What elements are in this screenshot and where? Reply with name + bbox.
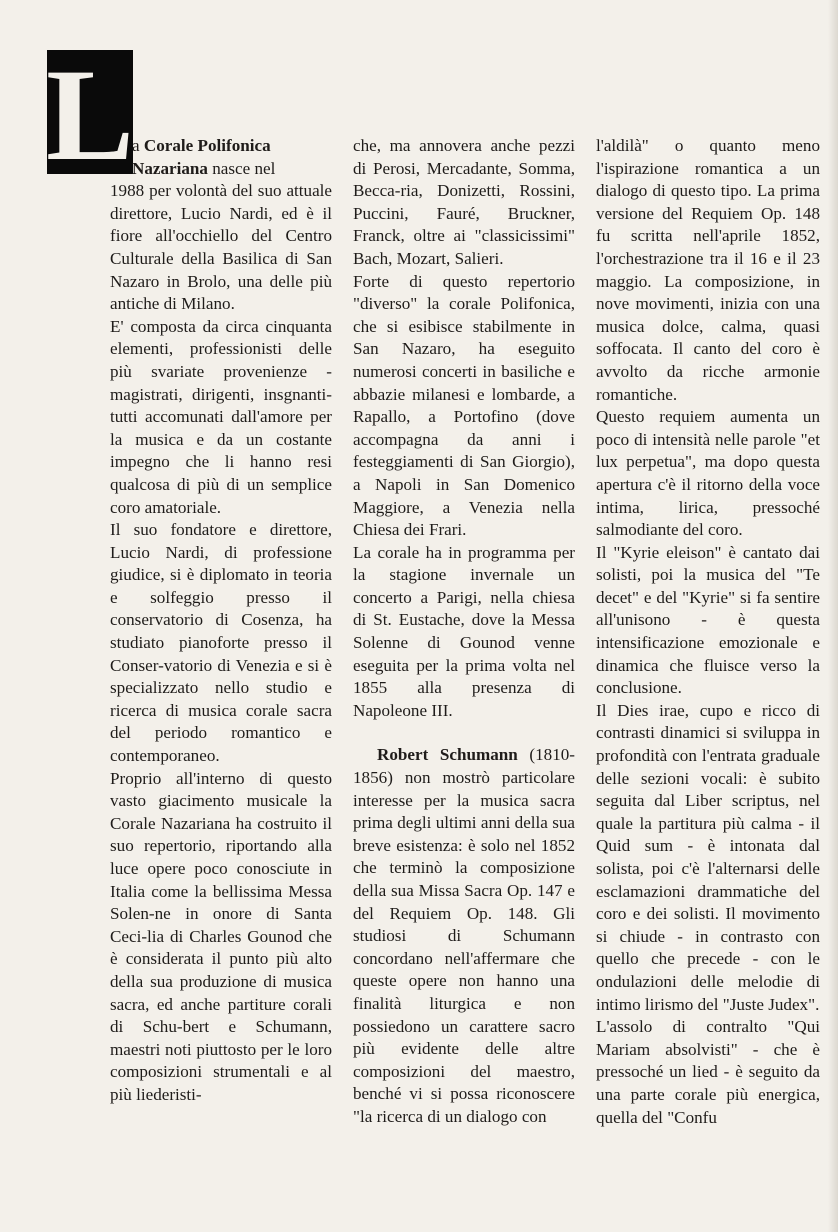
intro-line-2 <box>110 158 332 181</box>
paragraph-spacer <box>353 722 575 744</box>
column-2 <box>353 135 575 1129</box>
col1-paragraph-3: Il suo fondatore e direttore, Lucio Nardi, di professione giudice, si è diplomato in teoria e solfeggio presso il conservatorio di Cosenza, ha studiato pianoforte presso il Conser-vatorio di Venezia e si è specializzato nello studio e ricerca di musica corale sacra del periodo romantico e contemporaneo. <box>110 520 332 766</box>
drop-cap-letter: L <box>45 41 135 188</box>
col3-paragraph-4: Il Dies irae, cupo e ricco di contrasti dinamici si sviluppa in profondità con l'entrata graduale delle sezioni vocali: è subito seguita dal Liber scriptus, nel quale la partitura più calma - il Quid sum - è intonata dal solista, poi c'è l'alternarsi delle esclamazioni drammatiche del coro e dei solisti. Il movimento si chiude - in contrasto con quello che precede - con le ondulazioni delle melodie di intimo lirismo del "Juste Judex". <box>596 700 820 1014</box>
col2-paragraph-4-text: (1810-1856) non mostrò particolare interesse per la musica sacra prima degli ultimi anni della sua breve esistenza: è solo nel 1852 che terminò la composizione della sua Missa Sacra Op. 147 e del Requiem Op. 148. Gli studiosi di Schumann concordano nell'affermare che queste opere non hanno una finalità liturgica e non possiedono un carattere sacro più evidente delle altre composizioni del maestro, benché vi si possa riconoscere "la ricerca di un dialogo con <box>353 745 575 1126</box>
col1-paragraph-2: E' composta da circa cinquanta elementi, professionisti delle più svariate provenienze - magistrati, dirigenti, insgnanti- tutti accomunati dall'amore per la musica e da un costante impegno che li hanno resi qualcosa di più di un semplice coro amatoriale. <box>110 316 332 517</box>
col3-paragraph-3: Il "Kyrie eleison" è cantato dai solisti, poi la musica del "Te decet" e del "Kyrie" si fa sentire all'unisono - è questa intensificazione emozionale e dinamica che fluisce verso la conclusione. <box>596 542 820 698</box>
page-edge <box>828 0 838 1232</box>
schumann-heading: Robert Schumann <box>377 745 518 765</box>
col3-paragraph-1: l'aldilà" o quanto meno l'ispirazione romantica a un dialogo di questo tipo. La prima versione del Requiem Op. 148 fu scritta nell'aprile 1852, l'orchestrazione tra il 16 e il 23 maggio. La composizione, in nove movimenti, inizia con una musica dolce, calma, quasi soffocata. Il canto del coro è avvolto da ricche armonie romantiche. <box>596 136 820 404</box>
intro-bold-1: Corale Polifonica <box>143 136 271 155</box>
column-3 <box>596 135 820 1129</box>
col3-paragraph-2: Questo requiem aumenta un poco di intensità nelle parole "et lux perpetua", ma dopo questa apertura c'è il ritorno della voce intima, lirica, pressoché salmodiante del coro. <box>596 407 820 540</box>
intro-line-1 <box>110 135 332 158</box>
intro-bold-2: Nazariana <box>132 158 208 178</box>
col2-paragraph-4 <box>353 744 575 1128</box>
col2-paragraph-2: Forte di questo repertorio "diverso" la corale Polifonica, che si esibisce stabilmente in San Nazaro, ha eseguito numerosi concerti in basiliche e abbazie milanesi e lombarde, a Rapallo, a Portofino (dove accompagna da anni i festeggiamenti di San Giorgio), a Napoli in San Domenico Maggiore, a Venezia nella Chiesa dei Frari. <box>353 271 575 540</box>
col2-paragraph-1: che, ma annovera anche pezzi di Perosi, Mercadante, Somma, Becca-ria, Donizetti, Rossini, Puccini, Fauré, Bruckner, Franck, oltre ai "classicissimi" Bach, Mozart, Salieri. <box>353 136 575 268</box>
intro-text: a <box>132 136 144 155</box>
column-1 <box>110 135 332 1107</box>
col1-paragraph-1: 1988 per volontà del suo attuale direttore, Lucio Nardi, ed è il fiore all'occhiello del Centro Culturale della Basilica di San Nazaro in Brolo, una delle più antiche di Milano. <box>110 181 332 314</box>
col3-paragraph-5: L'assolo di contralto "Qui Mariam absolvisti" - che è pressoché un lied - è seguito da una parte corale più energica, quella del "Confu <box>596 1017 820 1127</box>
intro-after: nasce nel <box>207 158 276 178</box>
col2-paragraph-3: La corale ha in programma per la stagione invernale un concerto a Parigi, nella chiesa di St. Eustache, dove la Messa Solenne di Gounod venne eseguita per la prima volta nel 1855 alla presenza di Napoleone III. <box>353 542 575 720</box>
col1-paragraph-4: Proprio all'interno di questo vasto giacimento musicale la Corale Nazariana ha costruito il suo repertorio, riportando alla luce opere poco conosciute in Italia come la bellissima Messa Solen-ne in onore di Santa Ceci-lia di Charles Gounod che è considerata il punto più alto della sua produzione di musica sacra, ed anche partiture corali di Schu-bert e Schumann, maestri noti piuttosto per le loro composizioni strumentali e al più liederisti- <box>110 768 332 1104</box>
